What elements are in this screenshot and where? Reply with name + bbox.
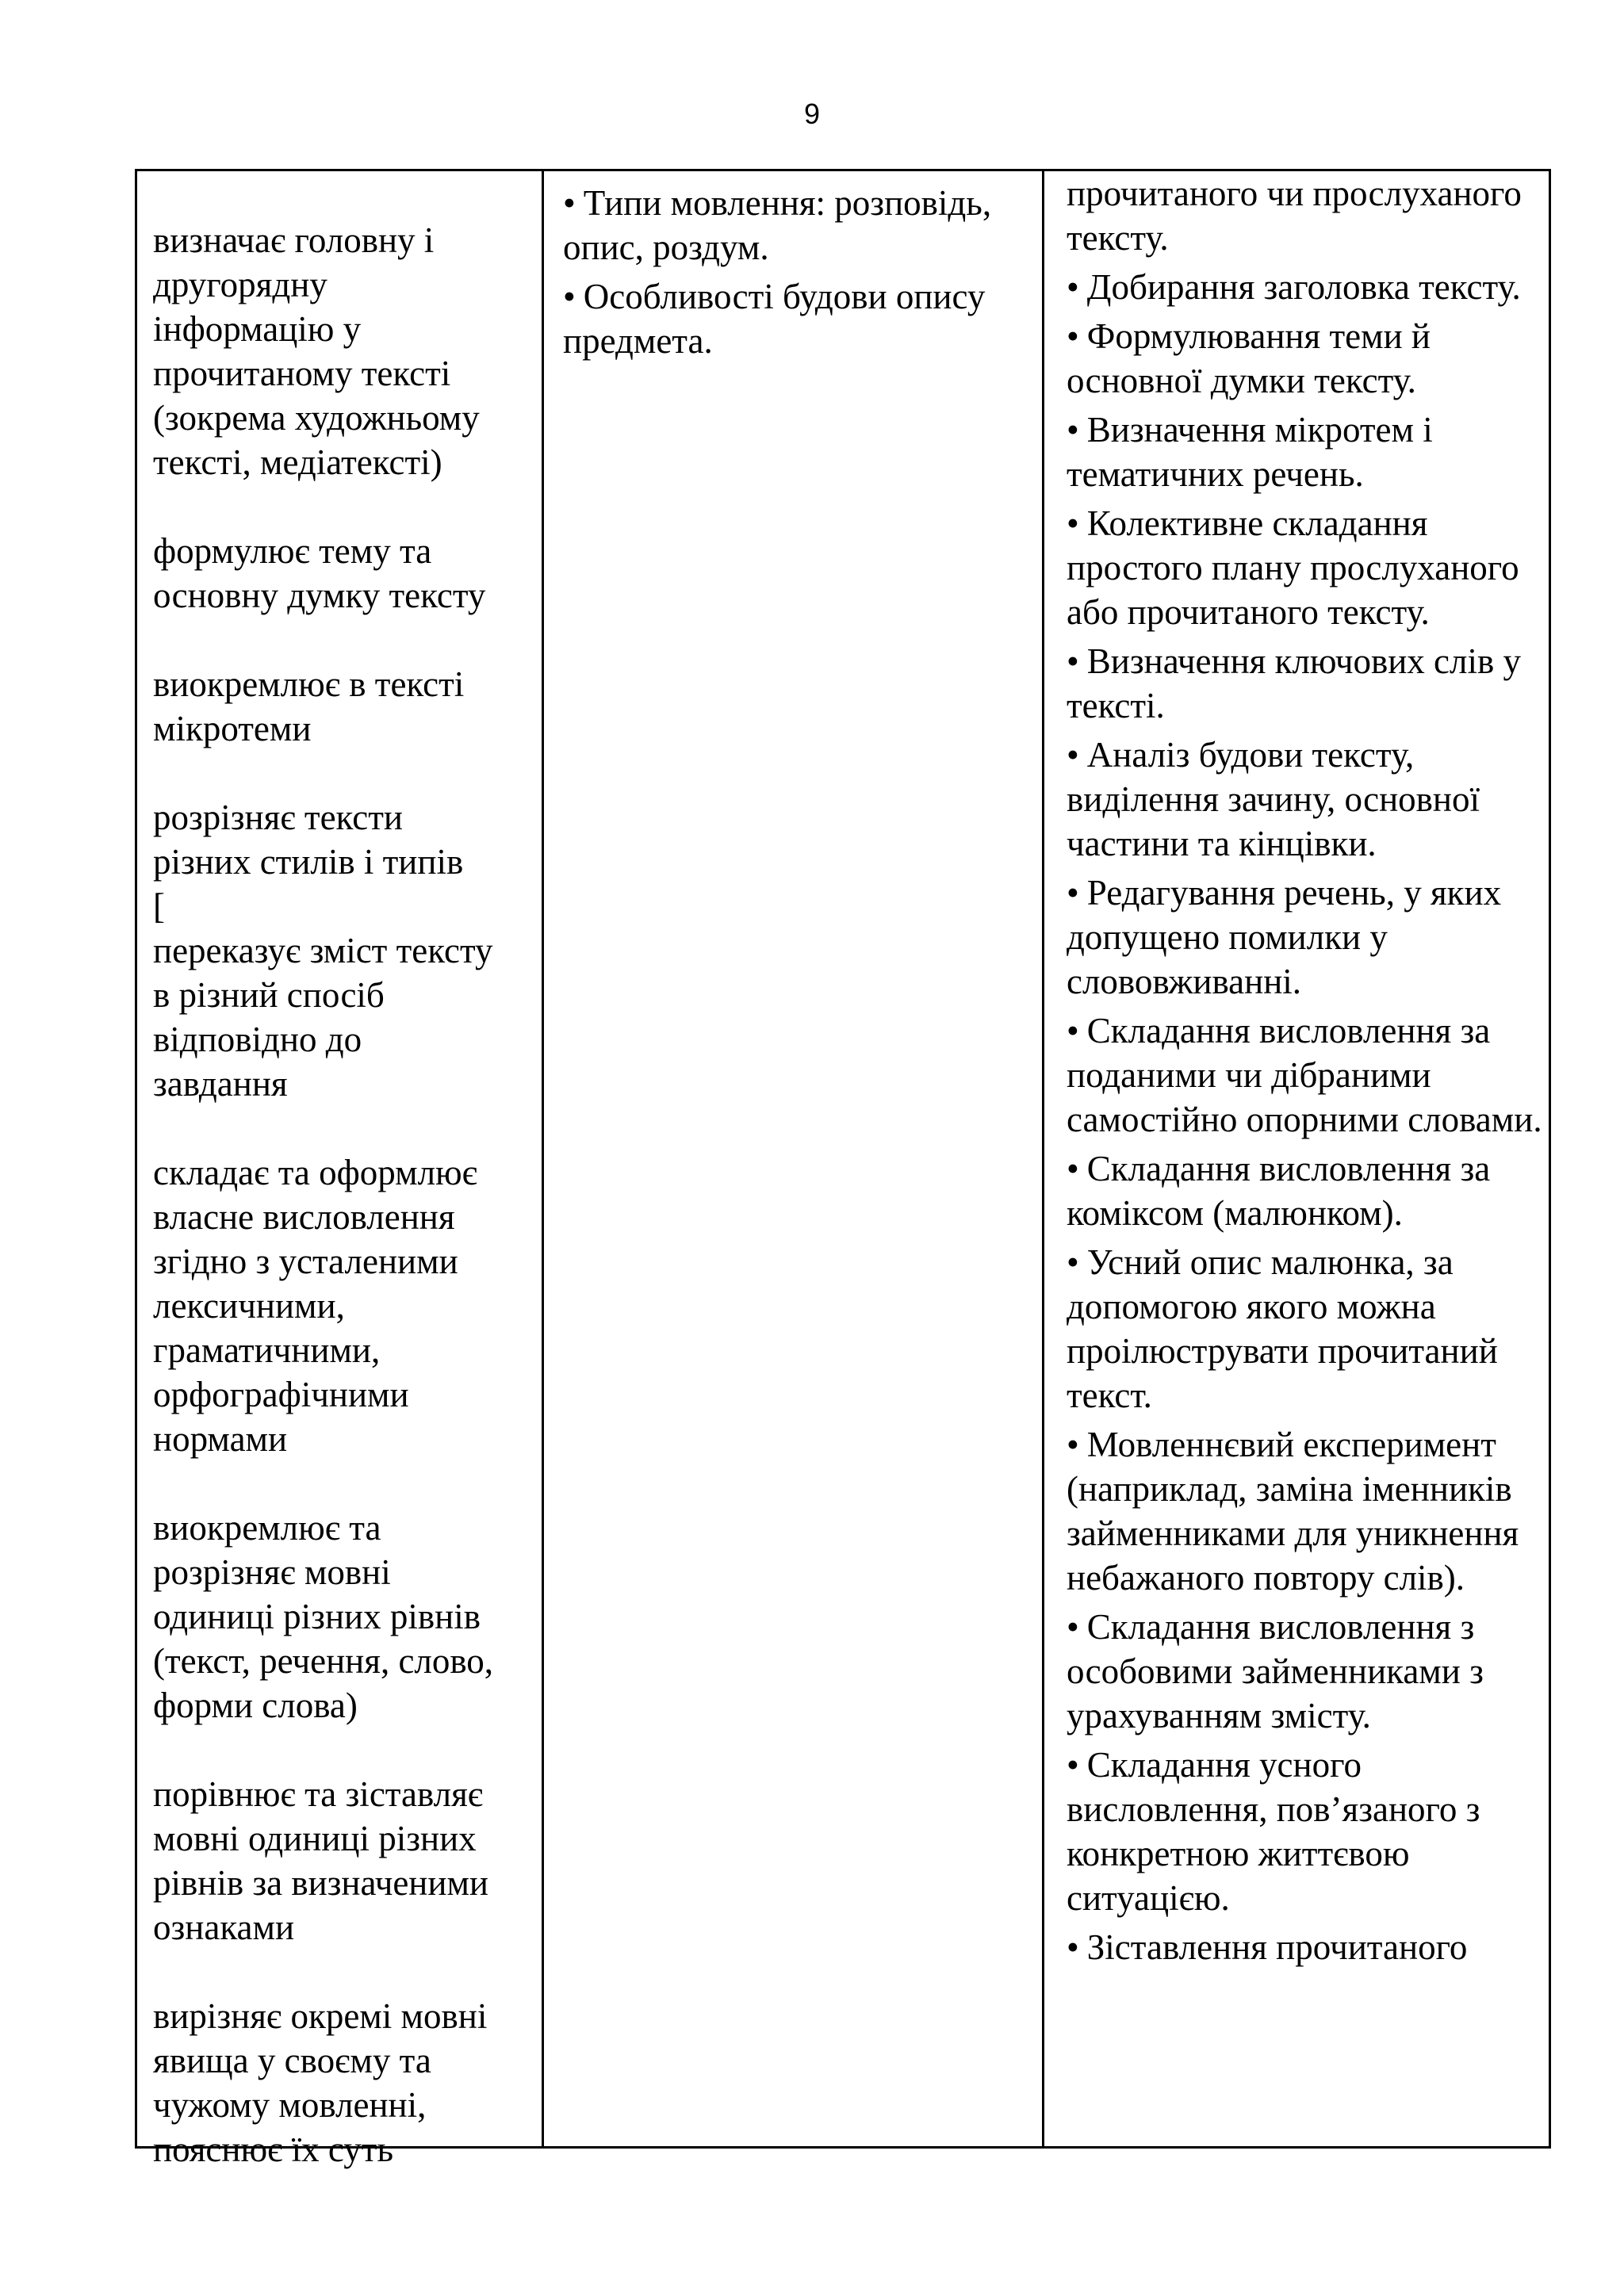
activity-text: Складання висловлення за поданими чи дібраними самостійно опорними словами.	[1067, 1011, 1542, 1139]
activity-bullet	[1067, 265, 1549, 309]
result-item: вирізняє окремі мовні явища у своєму та чужому мовленні, пояснює їх суть	[153, 1996, 488, 2169]
content-bullet-text: Типи мовлення: розповідь, опис, роздум.	[563, 183, 992, 267]
result-item: переказує зміст тексту в різний спосіб відповідно до завдання	[153, 931, 493, 1104]
content-column	[544, 171, 1044, 2146]
activity-bullet	[1067, 1146, 1549, 1235]
page-number: 9	[803, 98, 821, 130]
result-item: визначає головну і другорядну інформацію у прочитаному тексті (зокрема художньому тексті, медіатексті)	[153, 220, 480, 482]
activity-text: Визначення мікротем і тематичних речень.	[1067, 410, 1433, 494]
activity-bullet	[1067, 733, 1549, 866]
activity-continuation: прочитаного чи прослуханого тексту.	[1067, 174, 1522, 258]
activity-bullet	[1067, 314, 1549, 403]
activity-text: Мовленнєвий експеримент (наприклад, заміна іменників займенниками для уникнення небажаного повтору слів).	[1067, 1425, 1519, 1598]
activity-bullet	[1067, 1240, 1549, 1418]
result-item: формулює тему та основну думку тексту	[153, 531, 486, 615]
activity-bullet	[1067, 639, 1549, 728]
activity-bullet	[1067, 871, 1549, 1004]
activity-text: Редагування речень, у яких допущено помилки у слововживанні.	[1067, 873, 1502, 1001]
content-bullet-text: Особливості будови опису предмета.	[563, 277, 986, 361]
expected-results-column	[137, 171, 544, 2169]
activity-text: Визначення ключових слів у тексті.	[1067, 641, 1521, 725]
content-bullet	[563, 181, 1042, 270]
result-item: складає та оформлює власне висловлення згідно з усталеними лексичними, граматичними, орфографічними нормами	[153, 1153, 477, 1459]
activity-text: Складання висловлення з особовими займенниками з урахуванням змісту.	[1067, 1607, 1484, 1735]
activity-bullet	[1067, 1925, 1549, 1969]
activity-text: Аналіз будови тексту, виділення зачину, основної частини та кінцівки.	[1067, 735, 1480, 863]
activity-text: Складання висловлення за коміксом (малюнком).	[1067, 1149, 1491, 1233]
activity-text: Зіставлення прочитаного	[1086, 1927, 1468, 1967]
activity-bullet	[1067, 501, 1549, 634]
activity-text: Складання усного висловлення, пов’язаного з конкретною життєвою ситуацією.	[1067, 1745, 1480, 1918]
activity-bullet	[1067, 1605, 1549, 1738]
curriculum-table	[135, 169, 1551, 2169]
activity-bullet	[1067, 1422, 1549, 1600]
activities-column	[1044, 171, 1549, 2146]
content-bullet	[563, 274, 1042, 363]
result-item: виокремлює в тексті мікротеми	[153, 664, 465, 748]
activity-text: Усний опис малюнка, за допомогою якого можна проілюструвати прочитаний текст.	[1067, 1242, 1498, 1415]
activity-text: Колективне складання простого плану прослуханого або прочитаного тексту.	[1067, 503, 1519, 632]
activity-bullet	[1067, 408, 1549, 496]
activity-bullet	[1067, 1743, 1549, 1920]
result-item: розрізняє тексти різних стилів і типів [	[153, 798, 464, 926]
activity-text: Добирання заголовка тексту.	[1086, 267, 1521, 307]
result-item: порівнює та зіставляє мовні одиниці різних рівнів за визначеними ознаками	[153, 1774, 489, 1947]
activity-text: Формулювання теми й основної думки тексту.	[1067, 316, 1431, 400]
result-item: виокремлює та розрізняє мовні одиниці різних рівнів (текст, речення, слово, форми слова)	[153, 1508, 494, 1725]
activity-bullet	[1067, 1008, 1549, 1142]
